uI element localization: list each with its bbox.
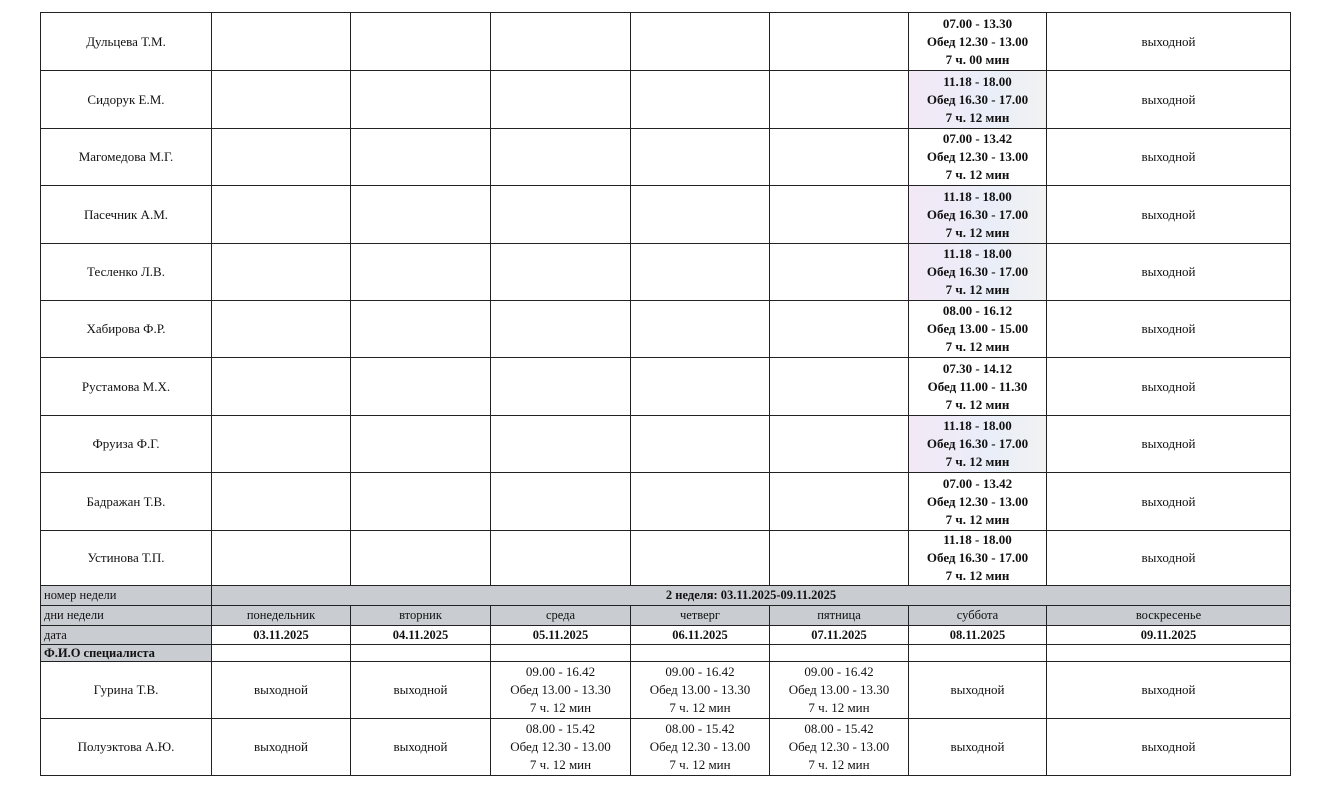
week2-body [41, 662, 1291, 776]
shift-line: 08.00 - 15.42 [804, 721, 874, 736]
day-off-cell: выходной [1047, 473, 1291, 531]
shift-line: Обед 12.30 - 13.00 [926, 149, 1029, 164]
empty-cell [491, 301, 631, 358]
shift-cell [631, 662, 770, 719]
shift-line: 07.00 - 13.42 [942, 131, 1013, 146]
employee-name: Сидорук Е.М. [41, 71, 212, 129]
shift-line: выходной [950, 739, 1005, 754]
shift-cell [909, 186, 1047, 244]
shift-line: 7 ч. 12 мин [945, 568, 1010, 583]
week1-body [41, 13, 1291, 586]
date-label: дата [41, 626, 212, 645]
shift-cell [909, 358, 1047, 416]
day-name: воскресенье [1047, 606, 1291, 626]
shift-cell [491, 719, 631, 776]
empty-cell [351, 186, 491, 244]
empty-cell [212, 473, 351, 531]
date-cell: 05.11.2025 [491, 626, 631, 645]
shift-cell [909, 416, 1047, 473]
empty-cell [491, 244, 631, 301]
empty-cell [212, 358, 351, 416]
shift-line: Обед 16.30 - 17.00 [926, 550, 1029, 565]
empty-cell [351, 129, 491, 186]
shift-line: выходной [1141, 739, 1196, 754]
empty-cell [631, 186, 770, 244]
empty-cell [770, 186, 909, 244]
employee-name: Пасечник А.М. [41, 186, 212, 244]
days-label: дни недели [41, 606, 212, 626]
shift-line: 7 ч. 12 мин [529, 757, 592, 772]
day-off-cell [909, 719, 1047, 776]
shift-line: выходной [1141, 682, 1196, 697]
empty-cell [770, 473, 909, 531]
table-row [41, 662, 1291, 719]
shift-line: 7 ч. 12 мин [808, 700, 870, 715]
table-row [41, 244, 1291, 301]
table-row [41, 416, 1291, 473]
shift-cell [909, 71, 1047, 129]
shift-line: 08.00 - 15.42 [665, 721, 735, 736]
day-off-cell: выходной [1047, 358, 1291, 416]
day-off-cell: выходной [1047, 244, 1291, 301]
shift-line: Обед 13.00 - 15.00 [926, 321, 1029, 336]
empty-cell [212, 531, 351, 586]
shift-line: 7 ч. 12 мин [945, 339, 1010, 354]
table-row [41, 473, 1291, 531]
empty-cell [491, 186, 631, 244]
shift-cell [770, 662, 909, 719]
day-off-cell: выходной [1047, 13, 1291, 71]
empty-cell [491, 13, 631, 71]
day-off-cell [1047, 719, 1291, 776]
empty-cell [770, 244, 909, 301]
table-row [41, 129, 1291, 186]
shift-line: 08.00 - 15.42 [525, 721, 596, 736]
shift-cell [909, 301, 1047, 358]
table-row [41, 531, 1291, 586]
shift-line: 7 ч. 12 мин [945, 454, 1010, 469]
shift-line: Обед 16.30 - 17.00 [926, 206, 1029, 222]
employee-name: Рустамова М.Х. [41, 358, 212, 416]
day-off-cell: выходной [1047, 129, 1291, 186]
empty-cell [212, 244, 351, 301]
schedule-table [40, 12, 1291, 776]
shift-line: 7 ч. 12 мин [945, 396, 1010, 412]
empty-cell [351, 13, 491, 71]
empty-cell [212, 416, 351, 473]
shift-line: Обед 12.30 - 13.00 [926, 493, 1029, 509]
empty-cell [491, 473, 631, 531]
shift-line: Обед 13.00 - 13.30 [788, 682, 890, 697]
empty-cell [631, 71, 770, 129]
shift-cell [909, 473, 1047, 531]
shift-line: 09.00 - 16.42 [525, 664, 596, 679]
shift-cell [631, 719, 770, 776]
specialist-label: Ф.И.О специалиста [41, 645, 212, 662]
shift-line: 09.00 - 16.42 [665, 664, 735, 679]
shift-line: Обед 13.00 - 13.30 [649, 682, 751, 697]
empty-cell [770, 416, 909, 473]
shift-line: Обед 13.00 - 13.30 [510, 682, 611, 697]
table-row [41, 301, 1291, 358]
table-row [41, 358, 1291, 416]
day-off-cell [909, 662, 1047, 719]
day-name: вторник [351, 606, 491, 626]
shift-line: выходной [393, 739, 448, 754]
shift-line: 11.18 - 18.00 [943, 73, 1012, 89]
shift-line: выходной [253, 682, 309, 697]
shift-line: Обед 16.30 - 17.00 [926, 91, 1029, 107]
day-off-cell: выходной [1047, 416, 1291, 473]
empty-cell [212, 71, 351, 129]
shift-cell [909, 13, 1047, 71]
empty-cell [770, 531, 909, 586]
empty-cell [770, 358, 909, 416]
day-off-cell [1047, 662, 1291, 719]
shift-line: 08.00 - 16.12 [942, 303, 1013, 318]
day-off-cell: выходной [1047, 531, 1291, 586]
shift-cell [909, 244, 1047, 301]
day-off-cell: выходной [1047, 186, 1291, 244]
specialist-header-row [41, 645, 1291, 662]
shift-line: 11.18 - 18.00 [943, 246, 1012, 261]
shift-line: Обед 12.30 - 13.00 [649, 739, 751, 754]
shift-line: Обед 16.30 - 17.00 [926, 264, 1029, 279]
shift-line: 7 ч. 12 мин [945, 109, 1010, 125]
shift-line: 07.30 - 14.12 [942, 360, 1013, 376]
empty-cell [351, 301, 491, 358]
empty-cell [631, 416, 770, 473]
table-row [41, 71, 1291, 129]
empty-cell [491, 358, 631, 416]
shift-cell [491, 662, 631, 719]
dates-row [41, 626, 1291, 645]
day-name: понедельник [212, 606, 351, 626]
empty-cell [351, 473, 491, 531]
employee-name: Гурина Т.В. [41, 662, 212, 719]
day-off-cell: выходной [1047, 71, 1291, 129]
employee-name: Тесленко Л.В. [41, 244, 212, 301]
empty-cell [212, 13, 351, 71]
shift-line: выходной [253, 739, 309, 754]
empty-cell [631, 358, 770, 416]
employee-name: Магомедова М.Г. [41, 129, 212, 186]
empty-cell [212, 301, 351, 358]
week-number-row [41, 586, 1291, 606]
shift-line: 7 ч. 12 мин [669, 757, 731, 772]
date-cell: 07.11.2025 [770, 626, 909, 645]
empty-cell [770, 129, 909, 186]
day-off-cell [212, 719, 351, 776]
shift-line: 7 ч. 12 мин [945, 224, 1010, 240]
empty-cell [491, 129, 631, 186]
shift-line: 7 ч. 12 мин [808, 757, 870, 772]
shift-line: 09.00 - 16.42 [804, 664, 874, 679]
shift-line: 11.18 - 18.00 [943, 418, 1012, 433]
shift-line: 7 ч. 12 мин [945, 167, 1010, 182]
date-cell: 08.11.2025 [909, 626, 1047, 645]
shift-line: 7 ч. 12 мин [945, 511, 1010, 527]
empty-cell [491, 531, 631, 586]
shift-line: 11.18 - 18.00 [943, 188, 1012, 204]
empty-cell [631, 244, 770, 301]
shift-line: 7 ч. 12 мин [945, 282, 1010, 297]
days-row [41, 606, 1291, 626]
shift-line: Обед 11.00 - 11.30 [927, 378, 1028, 394]
shift-line: выходной [950, 682, 1005, 697]
employee-name: Устинова Т.П. [41, 531, 212, 586]
empty-cell [631, 129, 770, 186]
shift-line: 7 ч. 12 мин [669, 700, 731, 715]
week-title: 2 неделя: 03.11.2025-09.11.2025 [212, 586, 1291, 606]
employee-name: Бадражан Т.В. [41, 473, 212, 531]
date-cell: 03.11.2025 [212, 626, 351, 645]
empty-cell [351, 244, 491, 301]
empty-cell [770, 301, 909, 358]
empty-cell [351, 71, 491, 129]
empty-cell [212, 129, 351, 186]
empty-cell [770, 13, 909, 71]
empty-cell [770, 71, 909, 129]
empty-cell [631, 531, 770, 586]
week-number-label: номер недели [41, 586, 212, 606]
employee-name: Фруиза Ф.Г. [41, 416, 212, 473]
shift-line: 07.00 - 13.30 [942, 15, 1013, 31]
shift-line: 07.00 - 13.42 [942, 475, 1013, 491]
empty-cell [631, 301, 770, 358]
shift-line: Обед 12.30 - 13.00 [510, 739, 611, 754]
day-off-cell [351, 662, 491, 719]
day-name: четверг [631, 606, 770, 626]
shift-line: 7 ч. 00 мин [945, 51, 1010, 67]
empty-cell [491, 416, 631, 473]
empty-cell [351, 416, 491, 473]
empty-cell [491, 71, 631, 129]
day-name: пятница [770, 606, 909, 626]
employee-name: Полуэктова А.Ю. [41, 719, 212, 776]
day-name: суббота [909, 606, 1047, 626]
day-name: среда [491, 606, 631, 626]
empty-cell [351, 531, 491, 586]
shift-line: 7 ч. 12 мин [529, 700, 592, 715]
day-off-cell: выходной [1047, 301, 1291, 358]
week2-header [41, 586, 1291, 662]
shift-cell [770, 719, 909, 776]
shift-cell [909, 531, 1047, 586]
employee-name: Дульцева Т.М. [41, 13, 212, 71]
shift-line: Обед 12.30 - 13.00 [926, 33, 1029, 49]
shift-cell [909, 129, 1047, 186]
shift-line: выходной [393, 682, 448, 697]
table-row [41, 719, 1291, 776]
empty-cell [631, 13, 770, 71]
table-row [41, 186, 1291, 244]
day-off-cell [351, 719, 491, 776]
empty-cell [212, 186, 351, 244]
shift-line: 11.18 - 18.00 [943, 532, 1012, 547]
empty-cell [351, 358, 491, 416]
day-off-cell [212, 662, 351, 719]
shift-line: Обед 16.30 - 17.00 [926, 436, 1029, 451]
date-cell: 04.11.2025 [351, 626, 491, 645]
date-cell: 06.11.2025 [631, 626, 770, 645]
employee-name: Хабирова Ф.Р. [41, 301, 212, 358]
shift-line: Обед 12.30 - 13.00 [788, 739, 890, 754]
table-row [41, 13, 1291, 71]
empty-cell [631, 473, 770, 531]
date-cell: 09.11.2025 [1047, 626, 1291, 645]
